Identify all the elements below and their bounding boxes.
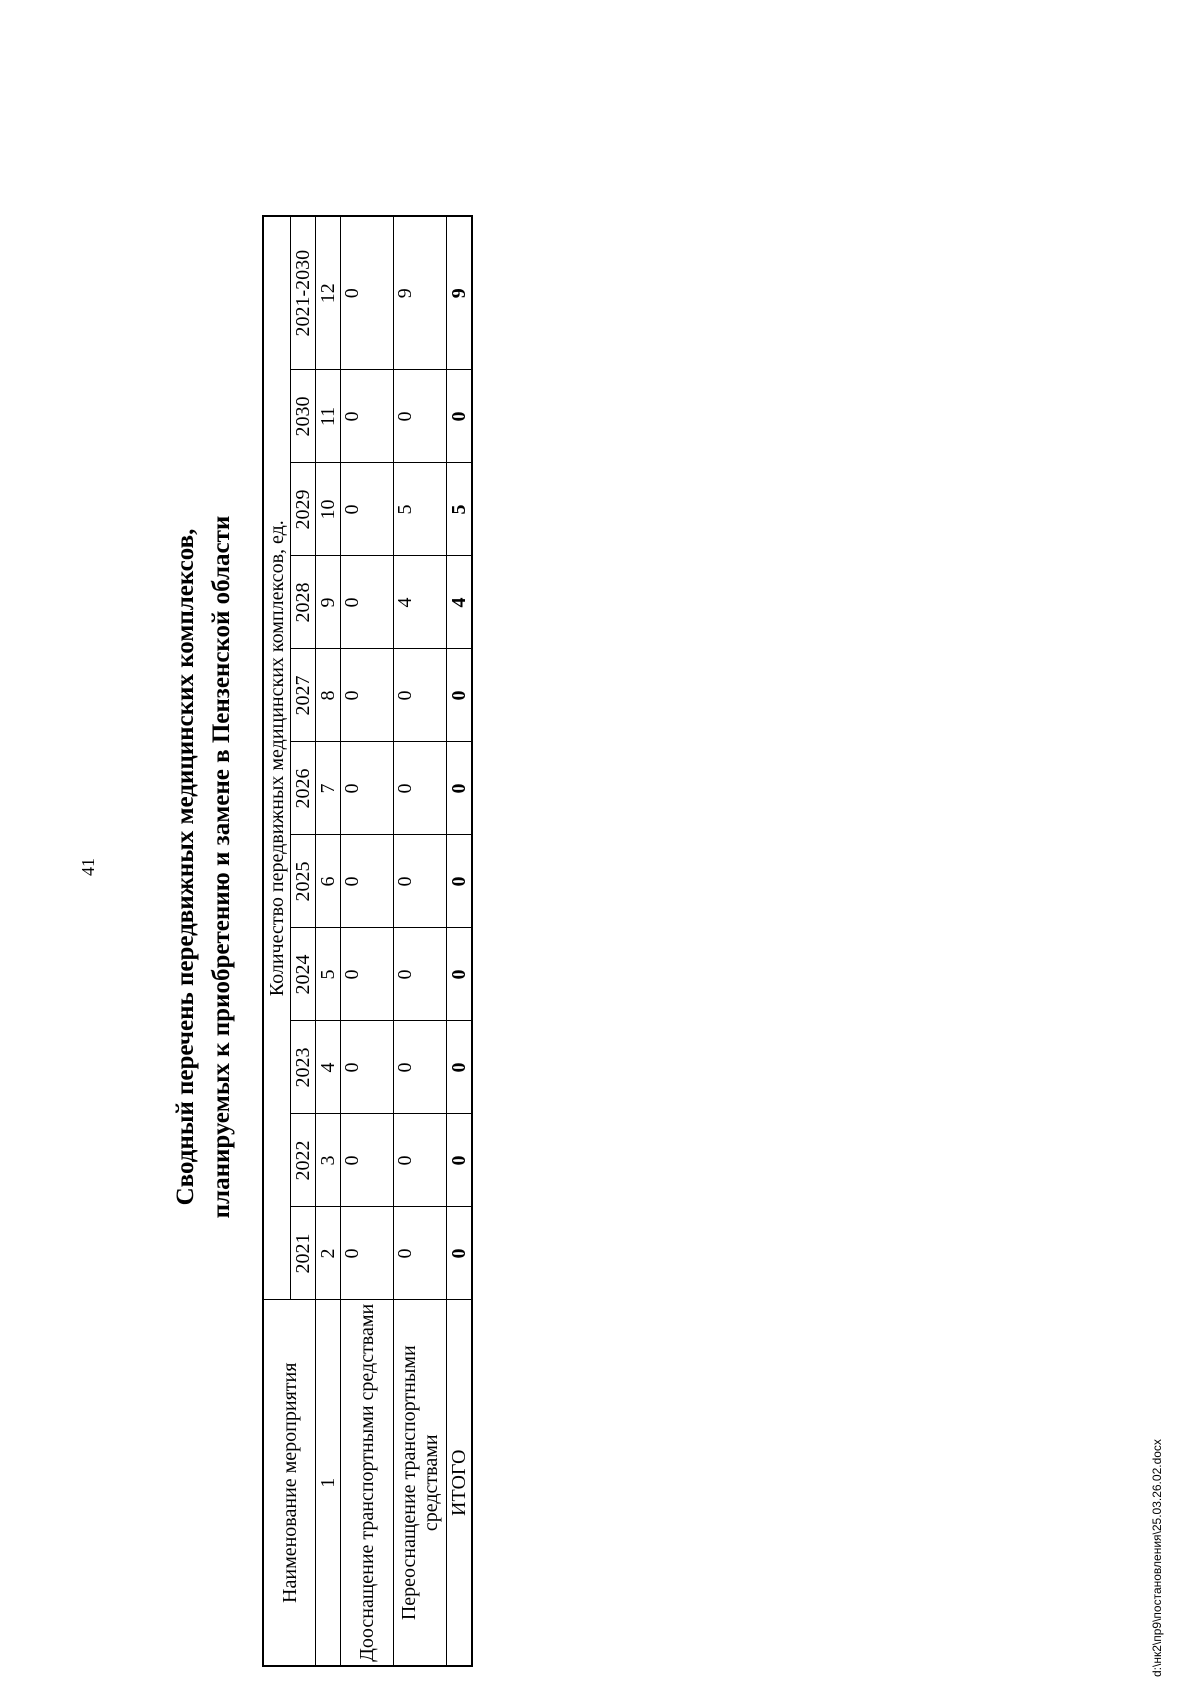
column-number-cell: 5 bbox=[316, 928, 341, 1021]
year-header-cell: 2022 bbox=[291, 1114, 316, 1207]
value-cell: 9 bbox=[447, 216, 473, 370]
year-header-cell: 2030 bbox=[291, 370, 316, 463]
column-number-cell: 7 bbox=[316, 742, 341, 835]
summary-table bbox=[262, 215, 473, 1667]
value-cell: 0 bbox=[394, 1021, 447, 1114]
value-cell: 5 bbox=[394, 463, 447, 556]
value-cell: 5 bbox=[447, 463, 473, 556]
value-cell: 0 bbox=[394, 928, 447, 1021]
value-cell: 0 bbox=[394, 742, 447, 835]
value-cell: 0 bbox=[341, 742, 394, 835]
value-cell: 0 bbox=[394, 1114, 447, 1207]
value-cell: 0 bbox=[394, 370, 447, 463]
year-header-cell: 2021-2030 bbox=[291, 216, 316, 370]
value-cell: 0 bbox=[447, 370, 473, 463]
column-number-cell: 11 bbox=[316, 370, 341, 463]
value-cell: 0 bbox=[447, 928, 473, 1021]
value-cell: 0 bbox=[341, 463, 394, 556]
value-cell: 0 bbox=[341, 1207, 394, 1300]
value-cell: 0 bbox=[341, 649, 394, 742]
value-cell: 0 bbox=[447, 1207, 473, 1300]
name-column-header: Наименование мероприятия bbox=[263, 1300, 316, 1666]
value-cell: 0 bbox=[341, 928, 394, 1021]
value-cell: 0 bbox=[341, 1114, 394, 1207]
value-cell: 0 bbox=[394, 649, 447, 742]
value-cell: 0 bbox=[341, 835, 394, 928]
column-number-cell: 4 bbox=[316, 1021, 341, 1114]
value-cell: 0 bbox=[394, 835, 447, 928]
row-name-cell: Переоснащение транспортными средствами bbox=[394, 1300, 447, 1666]
row-name-cell: Дооснащение транспортными средствами bbox=[341, 1300, 394, 1666]
column-number-cell: 3 bbox=[316, 1114, 341, 1207]
year-header-cell: 2029 bbox=[291, 463, 316, 556]
file-path-footer: d:\нк2\пр9\постановления\25.03.26.02.docx bbox=[1150, 1439, 1164, 1677]
column-number-cell: 2 bbox=[316, 1207, 341, 1300]
year-header-cell: 2021 bbox=[291, 1207, 316, 1300]
total-row bbox=[447, 216, 473, 1666]
value-cell: 0 bbox=[341, 1021, 394, 1114]
value-cell: 0 bbox=[341, 370, 394, 463]
title-line-1: Сводный перечень передвижных медицинских комплексов, bbox=[172, 528, 199, 1206]
year-header-cell: 2028 bbox=[291, 556, 316, 649]
value-cell: 9 bbox=[394, 216, 447, 370]
year-header-cell: 2027 bbox=[291, 649, 316, 742]
column-number-cell: 10 bbox=[316, 463, 341, 556]
value-cell: 0 bbox=[447, 1114, 473, 1207]
column-number-cell: 12 bbox=[316, 216, 341, 370]
year-header-cell: 2026 bbox=[291, 742, 316, 835]
header-row-group bbox=[263, 216, 291, 1666]
value-cell: 0 bbox=[447, 742, 473, 835]
group-column-header: Количество передвижных медицинских комплексов, ед. bbox=[263, 216, 291, 1300]
document-title bbox=[168, 337, 240, 1397]
table-row bbox=[341, 216, 394, 1666]
table-row bbox=[394, 216, 447, 1666]
value-cell: 0 bbox=[394, 1207, 447, 1300]
title-line-2: планируемых к приобретению и замене в Пензенской области bbox=[208, 515, 235, 1219]
year-header-cell: 2025 bbox=[291, 835, 316, 928]
value-cell: 0 bbox=[341, 216, 394, 370]
column-number-row bbox=[316, 216, 341, 1666]
value-cell: 4 bbox=[447, 556, 473, 649]
column-number-cell: 6 bbox=[316, 835, 341, 928]
page-number: 41 bbox=[78, 858, 98, 876]
value-cell: 0 bbox=[447, 835, 473, 928]
value-cell: 0 bbox=[447, 649, 473, 742]
value-cell: 0 bbox=[341, 556, 394, 649]
year-header-cell: 2023 bbox=[291, 1021, 316, 1114]
column-number-cell: 8 bbox=[316, 649, 341, 742]
row-name-cell: ИТОГО bbox=[447, 1300, 473, 1666]
year-header-cell: 2024 bbox=[291, 928, 316, 1021]
column-number-cell: 9 bbox=[316, 556, 341, 649]
value-cell: 0 bbox=[447, 1021, 473, 1114]
value-cell: 4 bbox=[394, 556, 447, 649]
column-number-cell: 1 bbox=[316, 1300, 341, 1666]
